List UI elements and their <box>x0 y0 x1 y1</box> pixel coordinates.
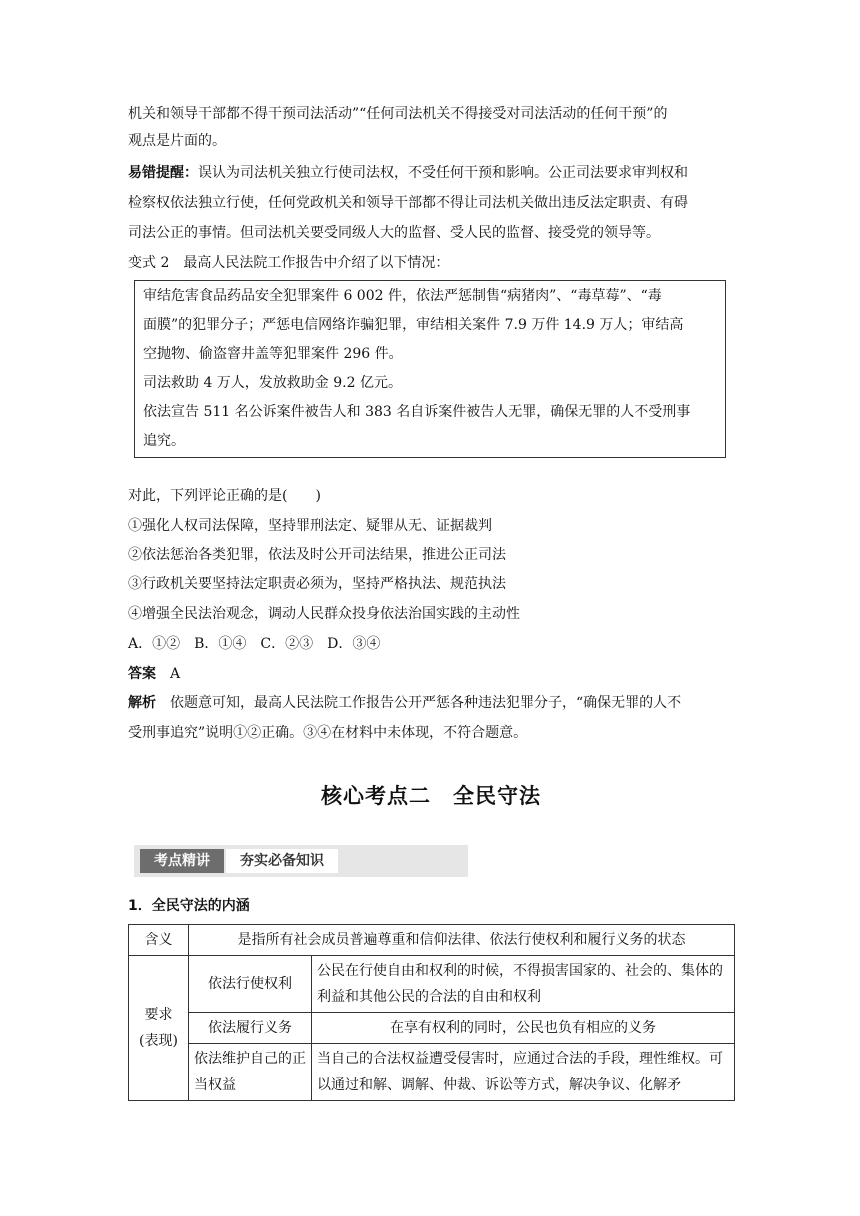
variant-label: 变式 2 <box>128 255 170 271</box>
banner-tag: 考点精讲 <box>140 849 224 873</box>
table-row <box>129 1044 735 1101</box>
warning-text-1: 误认为司法机关独立行使司法权，不受任何干预和影响。公正司法要求审判权和 <box>198 165 688 181</box>
requirement-label-1: 要求 <box>144 1007 173 1023</box>
warning-line-1 <box>128 163 688 183</box>
statement-1: ①强化人权司法保障，坚持罪刑法定、疑罪从无、证据裁判 <box>128 518 492 534</box>
answer-value: A <box>170 666 181 682</box>
material-line-4: 司法救助 4 万人，发放救助金 9.2 亿元。 <box>143 375 402 391</box>
analysis-line-1 <box>128 693 681 713</box>
question-stem: 对此，下列评论正确的是( ) <box>128 488 321 504</box>
requirement-label-2: (表现) <box>139 1033 178 1049</box>
statement-2: ②依法惩治各类犯罪，依法及时公开司法结果，推进公正司法 <box>128 547 506 563</box>
row-desc: 在享有权利的同时，公民也负有相应的义务 <box>312 1013 735 1044</box>
section-title: 核心考点二 全民守法 <box>321 784 541 808</box>
meaning-label: 含义 <box>129 925 189 956</box>
requirement-label <box>129 956 189 1101</box>
subheading: 1．全民守法的内涵 <box>128 898 250 914</box>
warning-line-2: 检察权依法独立行使，任何党政机关和领导干部都不得让司法机关做出违反法定职责、有碍 <box>128 195 688 211</box>
warning-line-3: 司法公正的事情。但司法机关要受同级人大的监督、受人民的监督、接受党的领导等。 <box>128 225 660 241</box>
row-name: 依法履行义务 <box>189 1013 312 1044</box>
warning-label: 易错提醒： <box>128 165 198 181</box>
row-name: 依法行使权利 <box>189 956 312 1013</box>
statement-3: ③行政机关要坚持法定职责必须为，坚持严格执法、规范执法 <box>128 576 506 592</box>
table-row <box>129 925 735 956</box>
variant-line <box>128 253 449 273</box>
material-line-6: 追究。 <box>143 433 185 449</box>
material-line-3: 空抛物、偷盗窨井盖等犯罪案件 296 件。 <box>143 346 403 362</box>
answer-label: 答案 <box>128 666 156 682</box>
intro-line-1: 机关和领导干部都不得干预司法活动”“任何司法机关不得接受对司法活动的任何干预”的 <box>128 106 668 122</box>
row-desc: 当自己的合法权益遭受侵害时，应通过合法的手段，理性维权。可以通过和解、调解、仲裁、诉讼等方式，解决争议、化解矛 <box>312 1044 735 1101</box>
meaning-value: 是指所有社会成员普遍尊重和信仰法律、依法行使权利和履行义务的状态 <box>189 925 735 956</box>
variant-text: 最高人民法院工作报告中介绍了以下情况： <box>183 255 450 271</box>
statement-4: ④增强全民法治观念，调动人民群众投身依法治国实践的主动性 <box>128 606 520 622</box>
table-row <box>129 1013 735 1044</box>
analysis-label: 解析 <box>128 695 156 711</box>
section-banner <box>134 845 468 877</box>
material-line-5: 依法宣告 511 名公诉案件被告人和 383 名自诉案件被告人无罪，确保无罪的人不受刑事 <box>143 404 691 420</box>
analysis-line-2: 受刑事追究”说明①②正确。③④在材料中未体现，不符合题意。 <box>128 725 528 741</box>
row-name: 依法维护自己的正当权益 <box>189 1044 312 1101</box>
table-row <box>129 956 735 1013</box>
material-line-1: 审结危害食品药品安全犯罪案件 6 002 件，依法严惩制售“病猪肉”、“毒草莓”、“毒 <box>143 288 662 304</box>
material-box <box>134 280 726 458</box>
material-line-2: 面膜”的犯罪分子；严惩电信网络诈骗犯罪，审结相关案件 7.9 万件 14.9 万人；审结高 <box>143 317 684 333</box>
intro-line-2: 观点是片面的。 <box>128 133 226 149</box>
connotation-table <box>128 924 735 1101</box>
answer-line <box>128 664 180 684</box>
answer-options: A．①② B．①④ C．②③ D．③④ <box>128 636 381 652</box>
banner-subtitle: 夯实必备知识 <box>226 849 338 873</box>
analysis-text-1: 依题意可知，最高人民法院工作报告公开严惩各种违法犯罪分子，“确保无罪的人不 <box>170 695 682 711</box>
row-desc: 公民在行使自由和权利的时候，不得损害国家的、社会的、集体的利益和其他公民的合法的自由和权利 <box>312 956 735 1013</box>
